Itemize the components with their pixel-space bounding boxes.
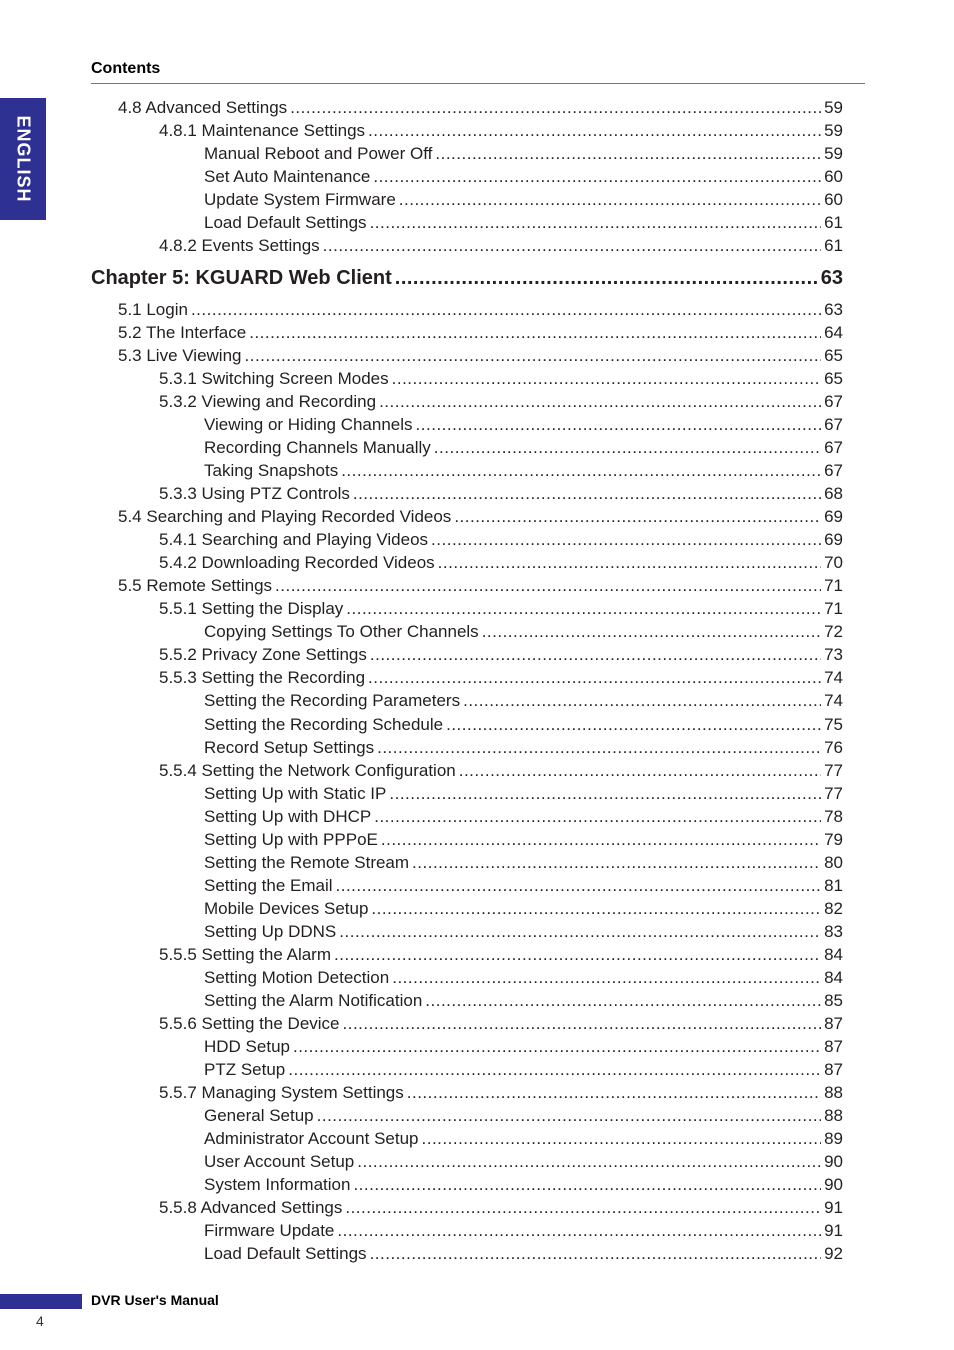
toc-entry-title: Setting Up with DHCP (204, 806, 372, 826)
toc-entry-page: 67 (824, 392, 843, 412)
toc-dot-leader (288, 1058, 821, 1081)
toc-dot-leader (438, 551, 821, 574)
toc-entry-page: 91 (824, 1197, 843, 1217)
toc-entry-title: Recording Channels Manually (204, 438, 431, 458)
toc-dot-leader (416, 413, 822, 436)
toc-entry-page: 65 (824, 369, 843, 389)
toc-dot-leader (446, 713, 821, 736)
toc-entry[interactable] (204, 1035, 843, 1058)
toc-entry-title: 5.2 The Interface (118, 323, 247, 343)
toc-dot-leader (434, 436, 821, 459)
language-side-tab (0, 98, 46, 220)
toc-entry-page: 69 (824, 507, 843, 527)
toc-entry-title: Mobile Devices Setup (204, 898, 369, 918)
toc-chapter-entry[interactable] (91, 264, 843, 292)
toc-entry-page: 76 (824, 737, 843, 757)
toc-entry[interactable] (159, 666, 843, 689)
toc-entry-title: 5.5 Remote Settings (118, 576, 273, 596)
toc-entry-page: 65 (824, 346, 843, 366)
toc-entry-title: 5.5.3 Setting the Recording (159, 668, 366, 688)
page-number: 4 (36, 1313, 44, 1329)
toc-entry-title: 5.3.1 Switching Screen Modes (159, 369, 389, 389)
toc-entry[interactable] (204, 828, 843, 851)
toc-entry[interactable] (159, 367, 843, 390)
toc-entry[interactable] (159, 234, 843, 257)
toc-entry-title: Taking Snapshots (204, 461, 339, 481)
toc-entry-title: Administrator Account Setup (204, 1128, 419, 1148)
toc-entry-page: 61 (824, 213, 843, 233)
toc-entry-page: 92 (824, 1243, 843, 1263)
toc-entry-page: 72 (824, 622, 843, 642)
toc-entry[interactable] (204, 1150, 843, 1173)
toc-entry-page: 82 (824, 898, 843, 918)
toc-entry-title: Update System Firmware (204, 190, 396, 210)
toc-entry[interactable] (159, 482, 843, 505)
toc-entry[interactable] (159, 1196, 843, 1219)
toc-entry[interactable] (204, 142, 843, 165)
toc-entry-page: 67 (824, 438, 843, 458)
toc-entry-page: 74 (824, 668, 843, 688)
toc-entry-title: Setting Up with Static IP (204, 783, 387, 803)
toc-entry-page: 63 (824, 300, 843, 320)
toc-entry[interactable] (204, 1058, 843, 1081)
toc-dot-leader (374, 805, 821, 828)
toc-entry-title: 4.8.2 Events Settings (159, 236, 320, 256)
toc-entry[interactable] (159, 597, 843, 620)
toc-entry[interactable] (118, 96, 843, 119)
toc-entry-title: 5.5.5 Setting the Alarm (159, 944, 331, 964)
footer-manual-title: DVR User's Manual (91, 1292, 219, 1308)
toc-entry-title: 5.3.2 Viewing and Recording (159, 392, 377, 412)
toc-dot-leader (290, 96, 821, 119)
toc-entry-title: Chapter 5: KGUARD Web Client (91, 267, 392, 290)
toc-entry-title: PTZ Setup (204, 1059, 286, 1079)
toc-entry[interactable] (159, 1081, 843, 1104)
toc-entry[interactable] (159, 390, 843, 413)
toc-entry-title: 4.8 Advanced Settings (118, 98, 288, 117)
toc-entry-title: 5.5.6 Setting the Device (159, 1013, 340, 1033)
toc-entry-title: Copying Settings To Other Channels (204, 622, 479, 642)
toc-entry-page: 87 (824, 1036, 843, 1056)
toc-entry-page: 81 (824, 875, 843, 895)
toc-entry-title: 5.5.2 Privacy Zone Settings (159, 645, 367, 665)
toc-entry-title: 5.1 Login (118, 300, 188, 320)
toc-dot-leader (191, 298, 821, 321)
toc-dot-leader (357, 1150, 821, 1173)
toc-entry-page: 90 (824, 1151, 843, 1171)
toc-entry-page: 67 (824, 461, 843, 481)
toc-dot-leader (368, 119, 821, 142)
toc-entry-title: Setting Up with PPPoE (204, 829, 378, 849)
toc-entry-page: 59 (824, 121, 843, 141)
toc-entry-title: Load Default Settings (204, 1243, 367, 1263)
toc-entry-page: 77 (824, 760, 843, 780)
toc-dot-leader (371, 897, 821, 920)
toc-dot-leader (379, 390, 821, 413)
toc-dot-leader (463, 689, 821, 712)
toc-dot-leader (377, 736, 821, 759)
toc-dot-leader (373, 165, 821, 188)
toc-entry[interactable] (204, 713, 843, 736)
toc-entry[interactable] (204, 736, 843, 759)
toc-entry[interactable] (159, 643, 843, 666)
toc-entry-page: 80 (824, 852, 843, 872)
toc-entry[interactable] (159, 119, 843, 142)
toc-entry-page: 64 (824, 323, 843, 343)
toc-dot-leader (459, 759, 821, 782)
toc-entry-page: 83 (824, 921, 843, 941)
toc-entry-title: 5.4.1 Searching and Playing Videos (159, 530, 429, 550)
toc-entry[interactable] (118, 574, 843, 597)
toc-entry-page: 87 (824, 1059, 843, 1079)
toc-entry-title: 5.5.7 Managing System Settings (159, 1082, 404, 1102)
toc-dot-leader (370, 1242, 822, 1265)
toc-dot-leader (346, 597, 821, 620)
toc-dot-leader (249, 321, 821, 344)
toc-dot-leader (381, 828, 821, 851)
toc-entry[interactable] (204, 1127, 843, 1150)
toc-entry[interactable] (204, 188, 843, 211)
toc-entry-title: 5.5.8 Advanced Settings (159, 1197, 343, 1217)
toc-entry-page: 74 (824, 691, 843, 711)
toc-entry-page: 89 (824, 1128, 843, 1148)
toc-dot-leader (407, 1081, 821, 1104)
toc-entry-page: 59 (824, 144, 843, 164)
toc-dot-leader (353, 482, 821, 505)
toc-dot-leader (293, 1035, 821, 1058)
toc-entry-title: Setting the Recording Parameters (204, 691, 461, 711)
toc-entry-page: 78 (824, 806, 843, 826)
toc-entry[interactable] (204, 1173, 843, 1196)
toc-entry[interactable] (204, 211, 843, 234)
toc-dot-leader (317, 1104, 821, 1127)
toc-entry[interactable] (204, 966, 843, 989)
toc-dot-leader (412, 851, 821, 874)
toc-entry-page: 87 (824, 1013, 843, 1033)
language-side-tab-label: ENGLISH (13, 115, 34, 203)
toc-entry-title: 5.5.1 Setting the Display (159, 599, 344, 619)
toc-entry-page: 61 (824, 236, 843, 256)
toc-entry-title: Manual Reboot and Power Off (204, 144, 433, 164)
toc-entry-title: HDD Setup (204, 1036, 290, 1056)
toc-entry[interactable] (159, 943, 843, 966)
toc-entry-title: Setting the Remote Stream (204, 852, 410, 872)
toc-entry[interactable] (204, 620, 843, 643)
toc-entry[interactable] (204, 851, 843, 874)
toc-entry-title: Set Auto Maintenance (204, 167, 371, 187)
toc-entry-title: System Information (204, 1174, 351, 1194)
footer-accent-bar (0, 1294, 82, 1309)
toc-entry[interactable] (204, 920, 843, 943)
toc-entry[interactable] (204, 413, 843, 436)
toc-entry-page: 85 (824, 990, 843, 1010)
toc-dot-leader (345, 1196, 821, 1219)
toc-entry-title: 5.4.2 Downloading Recorded Videos (159, 553, 435, 573)
toc-entry-page: 73 (824, 645, 843, 665)
toc-entry[interactable] (204, 436, 843, 459)
toc-dot-leader (323, 234, 821, 257)
toc-entry[interactable] (204, 689, 843, 712)
toc-entry-title: Record Setup Settings (204, 737, 375, 757)
toc-entry-page: 71 (824, 576, 843, 596)
toc-entry-page: 75 (824, 714, 843, 734)
toc-entry-title: 5.4 Searching and Playing Recorded Videos (118, 507, 452, 527)
toc-entry-page: 79 (824, 829, 843, 849)
toc-entry-page: 63 (820, 267, 843, 290)
toc-entry-title: 5.5.4 Setting the Network Configuration (159, 760, 456, 780)
toc-entry-page: 59 (824, 98, 843, 117)
toc-entry[interactable] (118, 298, 843, 321)
toc-entry-page: 77 (824, 783, 843, 803)
toc-dot-leader (336, 874, 822, 897)
toc-dot-leader (353, 1173, 821, 1196)
toc-entry-page: 88 (824, 1105, 843, 1125)
toc-entry-page: 69 (824, 530, 843, 550)
toc-entry[interactable] (204, 459, 843, 482)
header-rule (91, 83, 865, 84)
toc-dot-leader (275, 574, 821, 597)
toc-dot-leader (337, 1219, 821, 1242)
toc-entry-page: 71 (824, 599, 843, 619)
toc-dot-leader (245, 344, 822, 367)
toc-dot-leader (399, 188, 821, 211)
toc-entry-title: Setting Up DDNS (204, 921, 337, 941)
toc-entry[interactable] (159, 759, 843, 782)
toc-entry[interactable] (118, 505, 843, 528)
toc-entry-title: Setting the Recording Schedule (204, 714, 444, 734)
toc-entry[interactable] (159, 1012, 843, 1035)
toc-entry[interactable] (204, 1242, 843, 1265)
toc-dot-leader (454, 505, 821, 528)
toc-dot-leader (431, 528, 821, 551)
toc-entry[interactable] (204, 989, 843, 1012)
toc-entry-title: Firmware Update (204, 1220, 335, 1240)
toc-entry[interactable] (118, 321, 843, 344)
toc-entry[interactable] (204, 1219, 843, 1242)
toc-entry[interactable] (159, 551, 843, 574)
toc-entry[interactable] (204, 165, 843, 188)
toc-entry-title: Load Default Settings (204, 213, 367, 233)
toc-dot-leader (368, 666, 821, 689)
toc-entry-page: 70 (824, 553, 843, 573)
toc-entry-page: 67 (824, 415, 843, 435)
toc-entry-title: Setting the Alarm Notification (204, 990, 423, 1010)
toc-entry-page: 60 (824, 190, 843, 210)
toc-entry[interactable] (204, 782, 843, 805)
toc-entry[interactable] (204, 805, 843, 828)
toc-entry-page: 90 (824, 1174, 843, 1194)
toc-dot-leader (392, 367, 821, 390)
toc-entry[interactable] (159, 528, 843, 551)
toc-dot-leader (392, 966, 821, 989)
toc-entry-page: 60 (824, 167, 843, 187)
toc-dot-leader (425, 989, 821, 1012)
toc-dot-leader (334, 943, 821, 966)
toc-dot-leader (435, 142, 821, 165)
toc-dot-leader (339, 920, 821, 943)
toc-entry-page: 91 (824, 1220, 843, 1240)
toc-entry-page: 68 (824, 484, 843, 504)
toc-dot-leader (482, 620, 821, 643)
toc-dot-leader (370, 643, 821, 666)
toc-entry-page: 88 (824, 1082, 843, 1102)
toc-entry-page: 84 (824, 944, 843, 964)
toc-entry[interactable] (204, 1104, 843, 1127)
toc-dot-leader (389, 782, 821, 805)
toc-entry-title: User Account Setup (204, 1151, 355, 1171)
toc-entry-title: 5.3 Live Viewing (118, 346, 242, 366)
toc-entry-title: Setting the Email (204, 875, 333, 895)
toc-entry-title: 4.8.1 Maintenance Settings (159, 121, 366, 141)
toc-dot-leader (395, 264, 818, 292)
toc-entry-title: General Setup (204, 1105, 314, 1125)
toc-entry[interactable] (118, 344, 843, 367)
toc-entry-title: Setting Motion Detection (204, 967, 390, 987)
toc-dot-leader (341, 459, 821, 482)
toc-entry-title: Viewing or Hiding Channels (204, 415, 413, 435)
toc-entry-page: 84 (824, 967, 843, 987)
toc-dot-leader (343, 1012, 822, 1035)
toc-entry-title: 5.3.3 Using PTZ Controls (159, 484, 350, 504)
toc-entry[interactable] (204, 874, 843, 897)
toc-dot-leader (370, 211, 822, 234)
header-title: Contents (91, 60, 161, 77)
toc-dot-leader (422, 1127, 822, 1150)
toc-entry[interactable] (204, 897, 843, 920)
